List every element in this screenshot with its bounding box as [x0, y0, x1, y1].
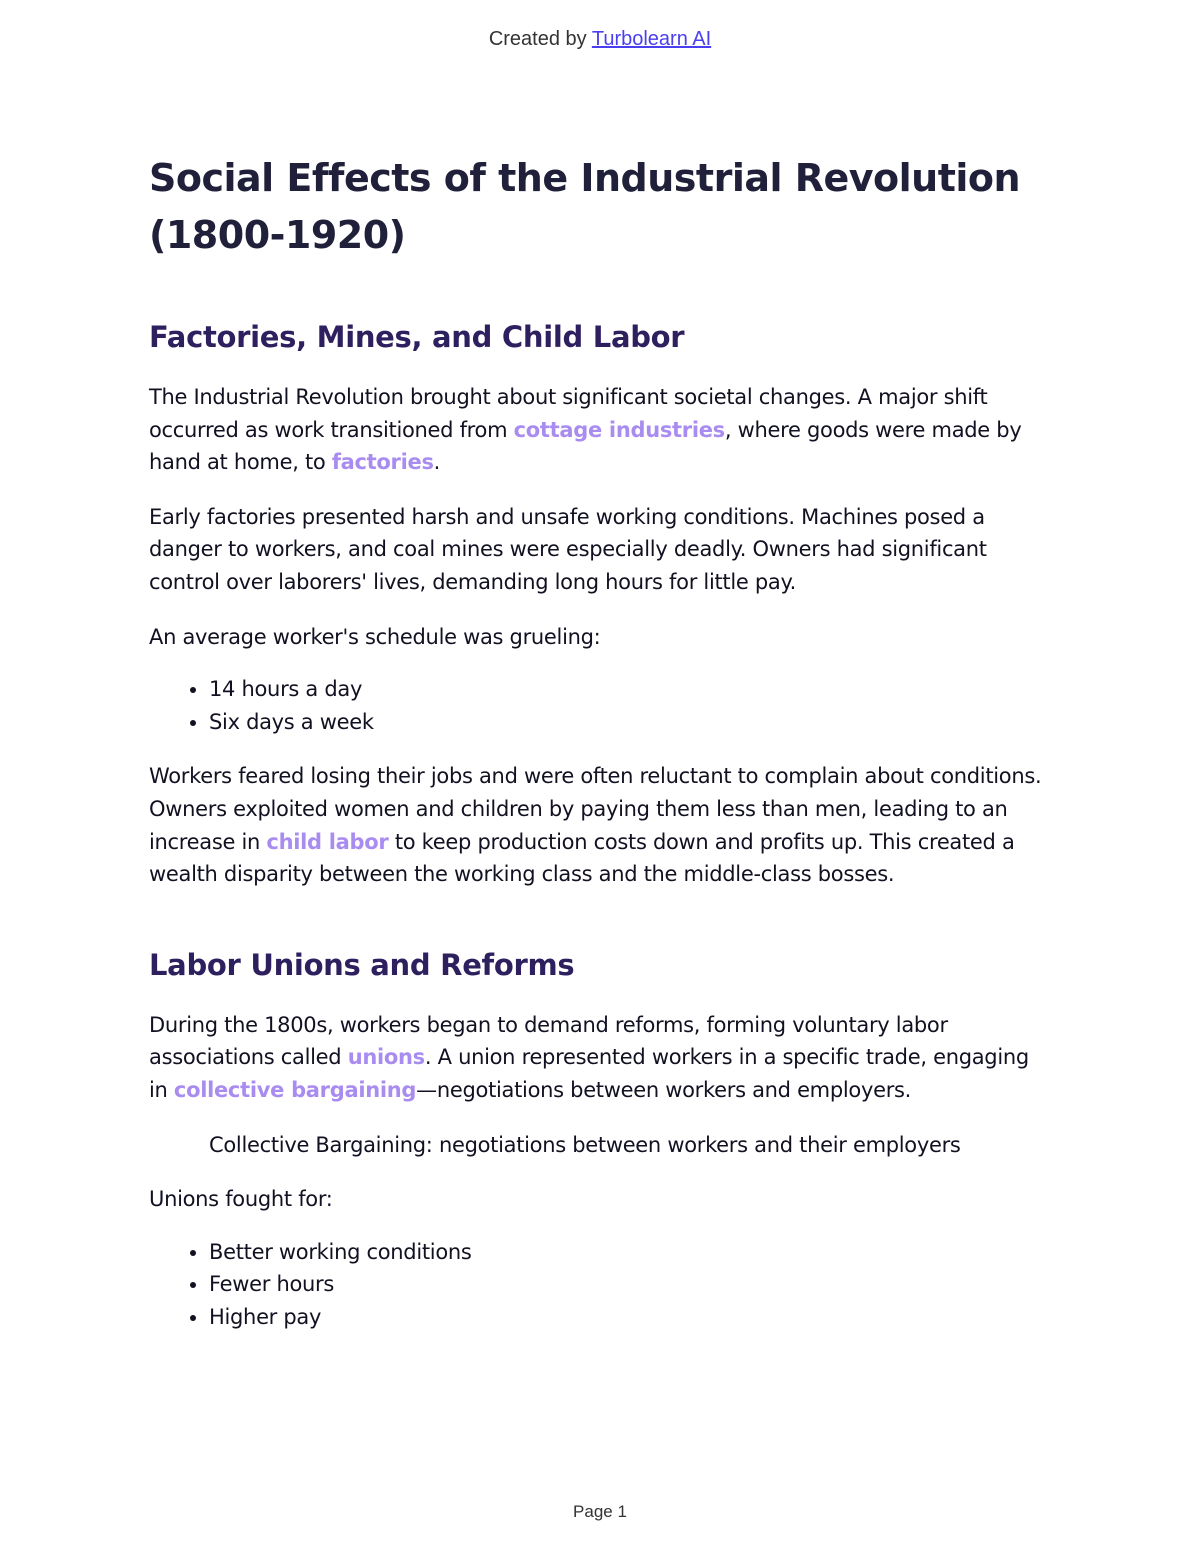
- header-prefix: Created by: [488, 28, 592, 50]
- text-run: During the 1800s, workers began to demand reforms, forming voluntary labor associations called: [149, 1012, 948, 1070]
- title-line-2: (1800-1920): [149, 213, 406, 257]
- text-run: to keep production costs down and profits up. This created a wealth disparity between the working class and the middle-class bosses.: [149, 829, 1015, 887]
- list-item: • Fewer hours: [209, 1268, 1049, 1301]
- page-header: [0, 28, 1200, 51]
- paragraph-conditions: Early factories presented harsh and unsafe working conditions. Machines posed a danger to workers, and coal mines were especially deadly. Owners had significant control over laborers' lives, demanding long hours for little pay.: [149, 504, 987, 594]
- section-heading-unions: Labor Unions and Reforms: [149, 947, 575, 982]
- definition-collective-bargaining: Collective Bargaining: negotiations between workers and their employers: [209, 1132, 961, 1157]
- list-item: • 14 hours a day: [209, 673, 1049, 706]
- paragraph-child-labor: [149, 760, 1049, 890]
- text-run: , where goods were made by hand at home, to: [149, 417, 1022, 475]
- text-run: . A union represented workers in a specific trade, engaging in: [149, 1045, 1029, 1102]
- term-unions: unions: [347, 1045, 425, 1070]
- union-goals-list: [149, 1236, 1049, 1334]
- schedule-list: [149, 673, 1049, 738]
- page-number: Page 1: [573, 1502, 627, 1521]
- term-collective-bargaining: collective bargaining: [173, 1077, 417, 1102]
- text-run: —negotiations between workers and employers.: [416, 1077, 912, 1102]
- text-run: Workers feared losing their jobs and were often reluctant to complain about conditions. Owners exploited women and children by paying them less than men, leading to an increase in: [149, 764, 1042, 854]
- paragraph-intro: [149, 381, 1049, 479]
- paragraph-schedule-intro: An average worker's schedule was grueling:: [149, 624, 601, 649]
- list-item: • Six days a week: [209, 706, 1049, 739]
- list-item: • Higher pay: [209, 1301, 1049, 1334]
- document-body: [149, 150, 1049, 1355]
- turbolearn-link[interactable]: Turbolearn AI: [591, 28, 712, 50]
- paragraph-unions: [149, 1009, 1049, 1107]
- list-item: • Better working conditions: [209, 1236, 1049, 1269]
- document-title: [149, 150, 1049, 264]
- section-heading-factories: Factories, Mines, and Child Labor: [149, 320, 685, 354]
- term-child-labor: child labor: [266, 829, 389, 854]
- term-cottage-industries: cottage industries: [513, 417, 725, 442]
- term-factories: factories: [331, 450, 434, 475]
- title-line-1: Social Effects of the Industrial Revolution: [149, 156, 1021, 200]
- paragraph-unions-fought: Unions fought for:: [149, 1187, 333, 1212]
- text-run: The Industrial Revolution brought about significant societal changes. A major shift occurred as work transitioned from: [149, 385, 988, 442]
- text-run: .: [433, 450, 441, 475]
